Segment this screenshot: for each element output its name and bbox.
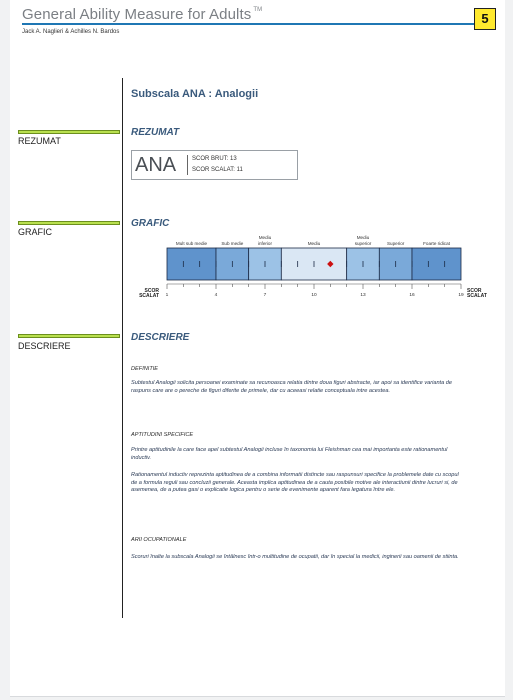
subscale-title: Subscala ANA : Analogii [131, 88, 259, 100]
aptitudes-text-1: Printre aptitudinile la care face apel subtestul Analogii incluse în taxonomia lui Fleishman cea mai importanta este rationamentul inductiv. [131, 447, 448, 461]
band-rect [412, 248, 461, 280]
sidebar-label-grafic: GRAFIC [18, 227, 53, 237]
band-label-line2: inferior [257, 241, 273, 246]
band-label-line2: Superior [386, 241, 405, 246]
axis-tick-label: 4 [214, 293, 218, 298]
subheading-definitie: DEFINITIE [131, 366, 159, 372]
report-title-text: General Ability Measure for Adults [22, 6, 252, 23]
left-axis-label-line1: SCOR [144, 288, 159, 294]
band-label-line2: Sub medie [221, 241, 244, 246]
band-label-line2: Mediu [307, 241, 321, 246]
left-axis-label-line2: SCALAT [139, 293, 159, 299]
subheading-arii-ocupationale: ARII OCUPATIONALE [131, 537, 187, 543]
axis-tick-label: 7 [263, 293, 267, 298]
trademark-mark: TM [253, 7, 263, 13]
section-heading-grafic: GRAFIC [131, 218, 170, 229]
band-label-line2: Mult sub medie [175, 241, 208, 246]
sidebar-label-rezumat: REZUMAT [18, 136, 61, 146]
subheading-aptitudini: APTITUDINI SPECIFICE [131, 432, 194, 438]
axis-tick-label: 16 [409, 293, 415, 298]
axis-tick-label: 19 [458, 293, 464, 298]
authors-line: Jack A. Naglieri & Achilles N. Bardos [22, 29, 120, 35]
subscale-abbreviation: ANA [135, 154, 177, 176]
sidebar-label-descriere: DESCRIERE [18, 341, 71, 351]
aptitudes-text-2: Rationamentul inductiv reprezinta aptitudinea de a combina informatii distincte sau raspunsuri specifice la problemele date cu scopul de a formula reguli sau concluzii generale. Aceasta implica aptitudinea de a cauta posibile motive ale interactiunii dintre lucruri si, de asemenea, de a putea gasi o explicatie logica pentru o serie de evenimente aparent fara legatura între ele. [131, 472, 459, 493]
axis-tick-label: 13 [360, 293, 366, 298]
band-label-line2: Foarte ridicat [423, 241, 450, 246]
scaled-score: SCOR SCALAT: 11 [192, 167, 243, 173]
occupations-text: Scoruri înalte la subscala Analogii se întâlnesc într-o multitudine de ocupatii, dar în special la medicii, inginerii sau oamenii de stiinta. [131, 554, 459, 560]
raw-score: SCOR BRUT: 13 [192, 156, 237, 162]
band-label-line1: Mediu [356, 235, 370, 240]
section-heading-rezumat: REZUMAT [131, 127, 180, 138]
axis-tick-label: 1 [165, 293, 169, 298]
axis-tick-label: 10 [311, 293, 317, 298]
right-axis-label-line1: SCOR [467, 288, 482, 294]
band-label-line2: superior [354, 241, 372, 246]
section-heading-descriere: DESCRIERE [131, 332, 190, 343]
right-axis-label-line2: SCALAT [467, 293, 487, 299]
band-rect [167, 248, 216, 280]
page-number-badge: 5 [474, 8, 496, 30]
definition-text: Subtestul Analogii solicita persoanei examinate sa recunoasca relatia dintre doua figuri abstracte, iar apoi sa identifice varianta de raspuns care are o pereche de figuri diferite de primele, dar cu aceeasi relatie conceptuala intre acestea. [131, 380, 452, 394]
band-label-line1: Mediu [258, 235, 272, 240]
